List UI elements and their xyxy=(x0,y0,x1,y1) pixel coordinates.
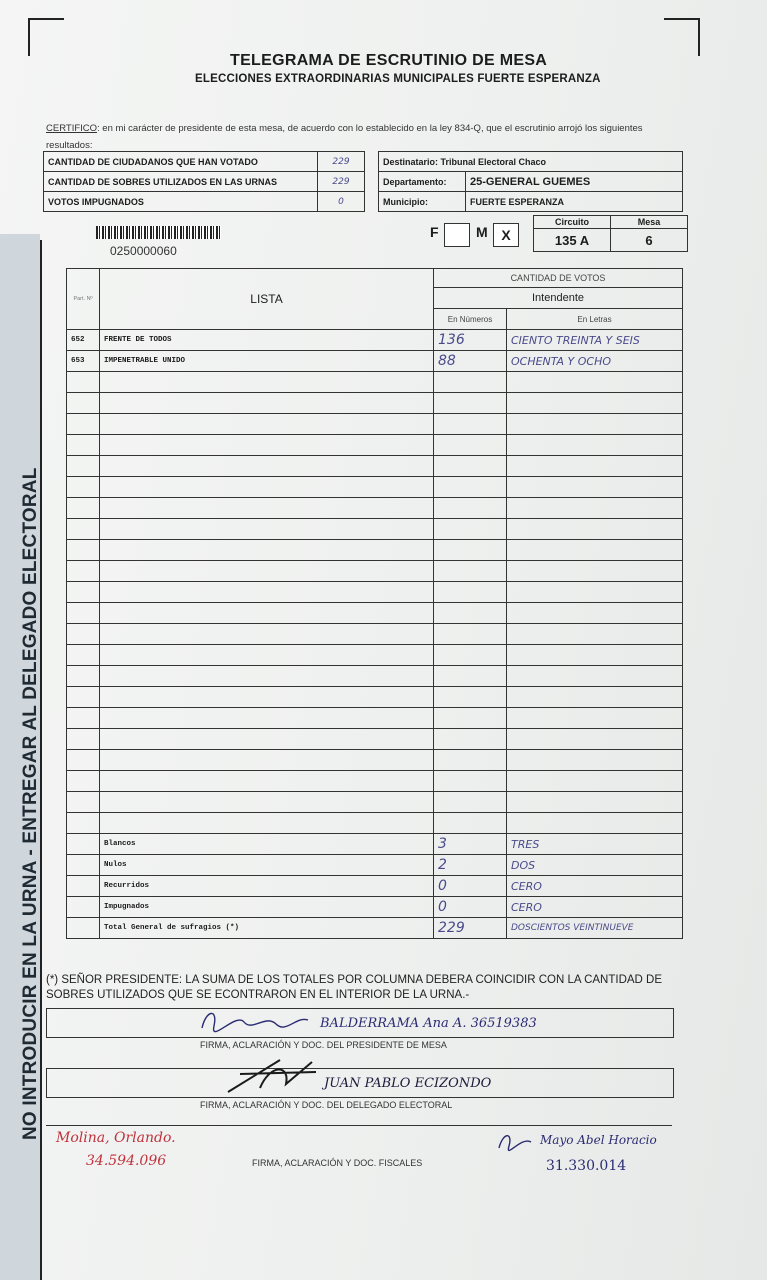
recurridos-numeros[interactable]: 0 xyxy=(434,876,507,897)
empty-cell xyxy=(100,477,434,498)
empty-cell xyxy=(67,792,100,813)
empty-cell xyxy=(100,393,434,414)
letras-header: En Letras xyxy=(507,309,683,330)
empty-table-row xyxy=(67,645,683,666)
empty-cell[interactable] xyxy=(434,771,507,792)
empty-cell[interactable] xyxy=(507,750,683,771)
votos-numeros[interactable]: 88 xyxy=(434,351,507,372)
empty-cell[interactable] xyxy=(434,624,507,645)
barcode xyxy=(96,226,221,239)
empty-cell[interactable] xyxy=(434,687,507,708)
empty-cell[interactable] xyxy=(434,750,507,771)
presidente-label: FIRMA, ACLARACIÓN Y DOC. DEL PRESIDENTE DE MESA xyxy=(200,1040,447,1050)
empty-cell xyxy=(67,708,100,729)
form-subtitle: ELECCIONES EXTRAORDINARIAS MUNICIPALES FUERTE ESPERANZA xyxy=(195,73,601,85)
empty-cell xyxy=(67,498,100,519)
sex-f-box[interactable] xyxy=(444,223,470,247)
summary-row xyxy=(44,192,365,212)
destinatario-label: Destinatario: Tribunal Electoral Chaco xyxy=(379,152,683,172)
sex-m-box[interactable]: X xyxy=(493,223,519,247)
recurridos-label: Recurridos xyxy=(100,876,434,897)
empty-cell[interactable] xyxy=(507,645,683,666)
empty-table-row xyxy=(67,435,683,456)
fiscal2-doc: 31.330.014 xyxy=(546,1158,627,1174)
summary-row xyxy=(44,152,365,172)
empty-cell[interactable] xyxy=(434,435,507,456)
summary-value[interactable]: 229 xyxy=(318,152,365,172)
empty-cell[interactable] xyxy=(434,540,507,561)
empty-table-row xyxy=(67,498,683,519)
empty-table-row xyxy=(67,456,683,477)
empty-table-row xyxy=(67,372,683,393)
blancos-label: Blancos xyxy=(100,834,434,855)
destination-row xyxy=(379,172,683,192)
empty-cell[interactable] xyxy=(434,708,507,729)
empty-cell[interactable] xyxy=(507,792,683,813)
empty-cell xyxy=(100,435,434,456)
municipio-value[interactable]: FUERTE ESPERANZA xyxy=(466,192,683,212)
certifico-label: CERTIFICO xyxy=(46,123,98,134)
empty-table-row xyxy=(67,729,683,750)
empty-cell xyxy=(67,435,100,456)
empty-cell xyxy=(67,456,100,477)
destination-row xyxy=(379,152,683,172)
lista-header: LISTA xyxy=(100,269,434,330)
empty-cell xyxy=(100,750,434,771)
form-title: TELEGRAMA DE ESCRUTINIO DE MESA xyxy=(230,52,548,69)
empty-cell[interactable] xyxy=(434,792,507,813)
empty-cell[interactable] xyxy=(507,603,683,624)
side-banner-text: NO INTRODUCIR EN LA URNA - ENTREGAR AL DELEGADO ELECTORAL xyxy=(20,467,41,1140)
empty-cell xyxy=(100,498,434,519)
empty-table-row xyxy=(67,813,683,834)
empty-cell[interactable] xyxy=(507,708,683,729)
summary-value[interactable]: 229 xyxy=(318,172,365,192)
municipio-label: Municipio: xyxy=(379,192,466,212)
cargo-header: Intendente xyxy=(434,288,683,309)
empty-cell[interactable] xyxy=(507,519,683,540)
fiscal2-signature-scribble xyxy=(495,1128,535,1158)
delegado-name: JUAN PABLO ECIZONDO xyxy=(324,1076,492,1091)
empty-cell[interactable] xyxy=(507,729,683,750)
blancos-letras[interactable]: TRES xyxy=(507,834,683,855)
total-letras[interactable]: DOSCIENTOS VEINTINUEVE xyxy=(507,918,683,939)
circuito-label: Circuito xyxy=(534,216,611,229)
empty-cell[interactable] xyxy=(434,666,507,687)
table-row xyxy=(67,330,683,351)
circuito-value[interactable]: 135 A xyxy=(534,229,611,252)
destination-row xyxy=(379,192,683,212)
empty-cell[interactable] xyxy=(507,372,683,393)
empty-cell xyxy=(67,729,100,750)
empty-table-row xyxy=(67,414,683,435)
mesa-label: Mesa xyxy=(611,216,688,229)
recurridos-letras[interactable]: CERO xyxy=(507,876,683,897)
empty-cell[interactable] xyxy=(507,393,683,414)
empty-table-row xyxy=(67,708,683,729)
summary-value[interactable]: 0 xyxy=(318,192,365,212)
empty-cell[interactable] xyxy=(434,561,507,582)
empty-cell[interactable] xyxy=(507,582,683,603)
crop-mark-top-right xyxy=(664,18,700,56)
nulos-label: Nulos xyxy=(100,855,434,876)
barcode-number: 0250000060 xyxy=(110,244,177,258)
empty-cell[interactable] xyxy=(507,687,683,708)
empty-cell xyxy=(100,414,434,435)
table-row xyxy=(67,834,683,855)
empty-table-row xyxy=(67,666,683,687)
certifico-body: : en mi carácter de presidente de esta mesa, de acuerdo con lo establecido en la ley 834-Q, que el escrutinio arrojó los siguientes resultados: xyxy=(46,123,643,151)
votos-letras[interactable]: CIENTO TREINTA Y SEIS xyxy=(507,330,683,351)
presidente-signature-scribble xyxy=(196,1006,316,1042)
empty-cell xyxy=(67,813,100,834)
fiscal1-doc: 34.594.096 xyxy=(86,1153,167,1169)
votes-table xyxy=(66,268,683,939)
empty-cell xyxy=(67,372,100,393)
empty-cell xyxy=(100,519,434,540)
empty-cell[interactable] xyxy=(434,477,507,498)
votos-letras[interactable]: OCHENTA Y OCHO xyxy=(507,351,683,372)
empty-cell[interactable] xyxy=(434,582,507,603)
empty-cell xyxy=(100,771,434,792)
fiscales-label: FIRMA, ACLARACIÓN Y DOC. FISCALES xyxy=(252,1158,423,1168)
empty-cell[interactable] xyxy=(507,477,683,498)
summary-row xyxy=(44,172,365,192)
empty-cell[interactable] xyxy=(507,771,683,792)
empty-cell[interactable] xyxy=(434,393,507,414)
mesa-value[interactable]: 6 xyxy=(611,229,688,252)
empty-cell xyxy=(67,393,100,414)
empty-cell[interactable] xyxy=(507,540,683,561)
empty-cell[interactable] xyxy=(507,561,683,582)
empty-cell[interactable] xyxy=(507,456,683,477)
empty-cell xyxy=(67,582,100,603)
empty-table-row xyxy=(67,603,683,624)
empty-cell xyxy=(100,729,434,750)
empty-cell[interactable] xyxy=(507,435,683,456)
impugnados-numeros[interactable]: 0 xyxy=(434,897,507,918)
empty-cell[interactable] xyxy=(434,414,507,435)
impugnados-letras[interactable]: CERO xyxy=(507,897,683,918)
departamento-value[interactable]: 25-GENERAL GUEMES xyxy=(466,172,683,192)
empty-table-row xyxy=(67,477,683,498)
table-row xyxy=(67,351,683,372)
empty-cell xyxy=(100,792,434,813)
empty-cell[interactable] xyxy=(434,729,507,750)
summary-table xyxy=(43,151,365,212)
numeros-header: En Números xyxy=(434,309,507,330)
table-row xyxy=(67,897,683,918)
blancos-numeros[interactable]: 3 xyxy=(434,834,507,855)
certification-text xyxy=(46,120,646,154)
empty-cell xyxy=(100,624,434,645)
empty-cell[interactable] xyxy=(434,498,507,519)
empty-cell[interactable] xyxy=(507,666,683,687)
summary-label: VOTOS IMPUGNADOS xyxy=(44,192,318,212)
president-note: (*) SEÑOR PRESIDENTE: LA SUMA DE LOS TOTALES POR COLUMNA DEBERA COINCIDIR CON LA CANTIDAD DE SOBRES UTILIZADOS QUE SE ECONTRARON EN EL INTERIOR DE LA URNA.- xyxy=(46,974,663,1001)
empty-cell xyxy=(67,603,100,624)
sex-m-label: M xyxy=(476,224,488,240)
crop-mark-top-left xyxy=(28,18,64,56)
empty-cell xyxy=(67,519,100,540)
lista-name: IMPENETRABLE UNIDO xyxy=(100,351,434,372)
empty-rows xyxy=(67,372,683,834)
total-numeros[interactable]: 229 xyxy=(434,918,507,939)
nulos-letras[interactable]: DOS xyxy=(507,855,683,876)
empty-cell xyxy=(67,771,100,792)
total-label: Total General de sufragios (*) xyxy=(100,918,434,939)
delegado-signature-scribble xyxy=(220,1054,330,1098)
empty-cell xyxy=(100,708,434,729)
empty-cell xyxy=(67,414,100,435)
partido-header: Part. Nº xyxy=(67,269,100,330)
empty-cell[interactable] xyxy=(434,645,507,666)
empty-cell[interactable] xyxy=(434,813,507,834)
lista-name: FRENTE DE TODOS xyxy=(100,330,434,351)
empty-cell xyxy=(100,603,434,624)
table-row xyxy=(67,876,683,897)
empty-table-row xyxy=(67,561,683,582)
empty-cell xyxy=(67,624,100,645)
empty-cell xyxy=(100,561,434,582)
empty-cell xyxy=(100,456,434,477)
delegado-label: FIRMA, ACLARACIÓN Y DOC. DEL DELEGADO ELECTORAL xyxy=(200,1100,453,1110)
presidente-name: BALDERRAMA Ana A. 36519383 xyxy=(320,1016,537,1031)
destination-table xyxy=(378,151,683,212)
empty-cell xyxy=(100,813,434,834)
empty-cell xyxy=(100,645,434,666)
votos-numeros[interactable]: 136 xyxy=(434,330,507,351)
empty-cell xyxy=(67,477,100,498)
empty-cell[interactable] xyxy=(507,813,683,834)
empty-cell xyxy=(67,540,100,561)
empty-table-row xyxy=(67,519,683,540)
empty-table-row xyxy=(67,792,683,813)
empty-cell xyxy=(100,540,434,561)
empty-cell xyxy=(100,687,434,708)
empty-table-row xyxy=(67,771,683,792)
nulos-numeros[interactable]: 2 xyxy=(434,855,507,876)
empty-cell xyxy=(67,666,100,687)
empty-cell xyxy=(67,750,100,771)
empty-cell xyxy=(100,372,434,393)
empty-table-row xyxy=(67,582,683,603)
empty-cell xyxy=(67,561,100,582)
impugnados-label: Impugnados xyxy=(100,897,434,918)
empty-table-row xyxy=(67,393,683,414)
empty-cell[interactable] xyxy=(507,414,683,435)
summary-label: CANTIDAD DE CIUDADANOS QUE HAN VOTADO xyxy=(44,152,318,172)
empty-table-row xyxy=(67,750,683,771)
circuito-mesa-table xyxy=(533,215,688,252)
empty-cell xyxy=(100,666,434,687)
table-row xyxy=(67,918,683,939)
empty-cell[interactable] xyxy=(434,603,507,624)
partido-number: 653 xyxy=(67,351,100,372)
empty-cell[interactable] xyxy=(434,456,507,477)
empty-cell[interactable] xyxy=(434,519,507,540)
partido-number: 652 xyxy=(67,330,100,351)
fiscal2-name: Mayo Abel Horacio xyxy=(540,1133,657,1147)
summary-label: CANTIDAD DE SOBRES UTILIZADOS EN LAS URNAS xyxy=(44,172,318,192)
table-row xyxy=(67,855,683,876)
fiscal1-name: Molina, Orlando. xyxy=(56,1130,176,1146)
empty-cell xyxy=(67,645,100,666)
empty-cell[interactable] xyxy=(507,498,683,519)
empty-cell[interactable] xyxy=(507,624,683,645)
sex-f-label: F xyxy=(430,224,439,240)
empty-cell xyxy=(100,582,434,603)
empty-cell xyxy=(67,687,100,708)
departamento-label: Departamento: xyxy=(379,172,466,192)
cantidad-header: CANTIDAD DE VOTOS xyxy=(434,269,683,288)
empty-cell[interactable] xyxy=(434,372,507,393)
empty-table-row xyxy=(67,687,683,708)
empty-table-row xyxy=(67,624,683,645)
empty-table-row xyxy=(67,540,683,561)
